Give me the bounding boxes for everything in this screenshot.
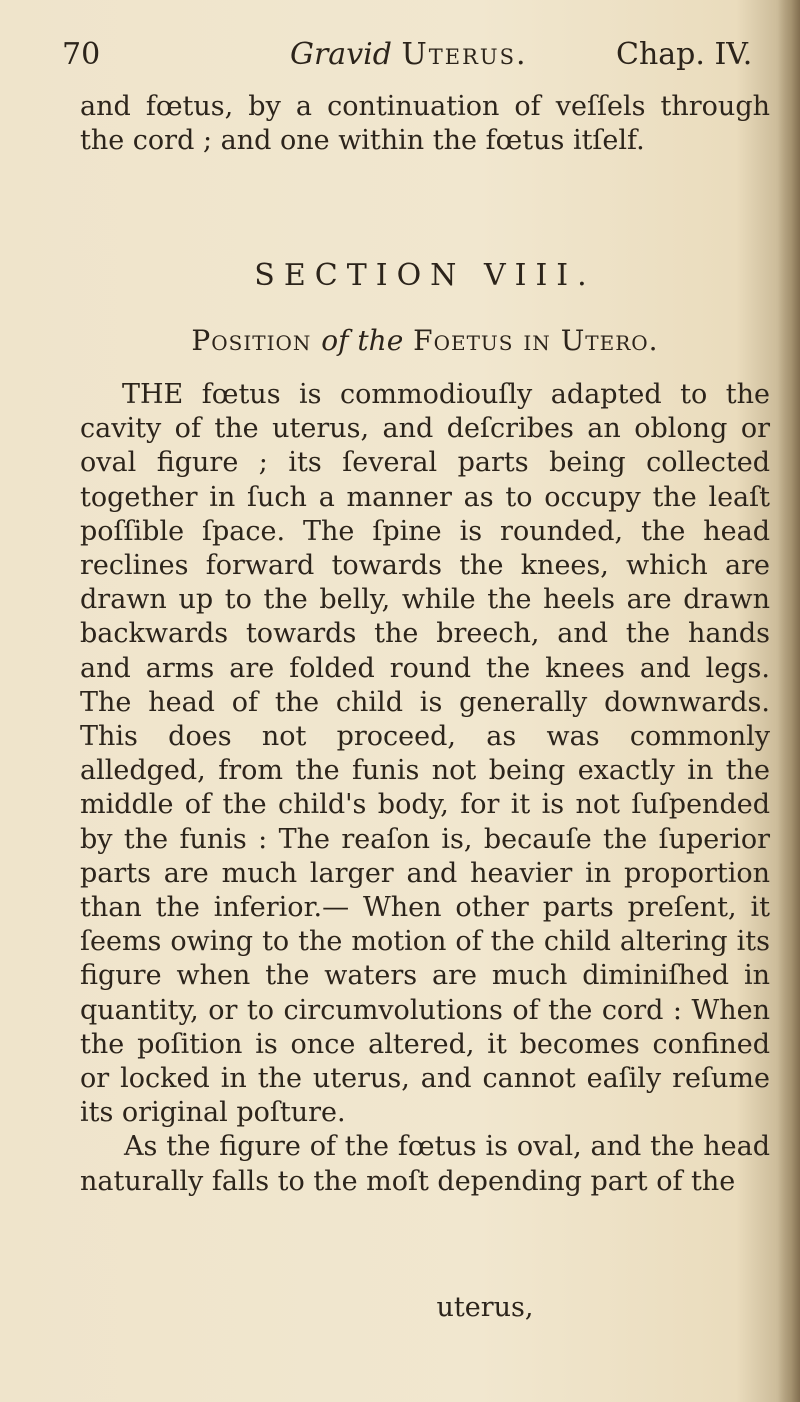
running-title-caps: Uterus. (401, 37, 528, 72)
subtitle-part-3: Foetus in Utero. (413, 324, 659, 357)
intro-paragraph (80, 90, 770, 158)
subtitle-part-1: Position (191, 324, 312, 357)
chapter-label: Chap. IV. (616, 37, 753, 72)
paragraph: As the figure of the fœtus is oval, and the head naturally falls to the moſt depending part of the (80, 1131, 770, 1197)
catchword: uterus, (436, 1292, 534, 1323)
subtitle-part-2: of the (321, 324, 404, 357)
main-text (80, 378, 770, 1199)
section-subtitle (80, 324, 770, 357)
page-edge-shadow (778, 0, 800, 1402)
page-number: 70 (62, 37, 101, 72)
running-title (290, 30, 528, 80)
intro-text: and fœtus, by a continuation of veſſels through the cord ; and one within the fœtus itſelf. (80, 91, 770, 156)
section-heading: SECTION VIII. (254, 258, 596, 293)
running-title-italic: Gravid (290, 37, 392, 72)
running-header (62, 30, 782, 80)
paragraph: THE fœtus is commodiouſly adapted to the cavity of the uterus, and deſcribes an oblong or oval figure ; its ſeveral parts being collected together in ſuch a manner as to occupy the leaſt poſſible ſpace. The ſpine is rounded, the head reclines forward towards the knees, which are drawn up to the belly, while the heels are drawn backwards towards the breech, and the hands and arms are folded round the knees and legs. The head of the child is generally downwards. This does not proceed, as was commonly alledged, from the funis not being exactly in the middle of the child's body, for it is not ſuſpended by the funis : The reaſon is, becauſe the ſuperior parts are much larger and heavier in proportion than the inferior.— When other parts preſent, it ſeems owing to the motion of the child altering its figure when the waters are much diminiſhed in quantity, or to circumvolutions of the cord : When the poſition is once altered, it becomes confined or locked in the uterus, and cannot eaſily reſume its original poſture. (80, 379, 770, 1129)
